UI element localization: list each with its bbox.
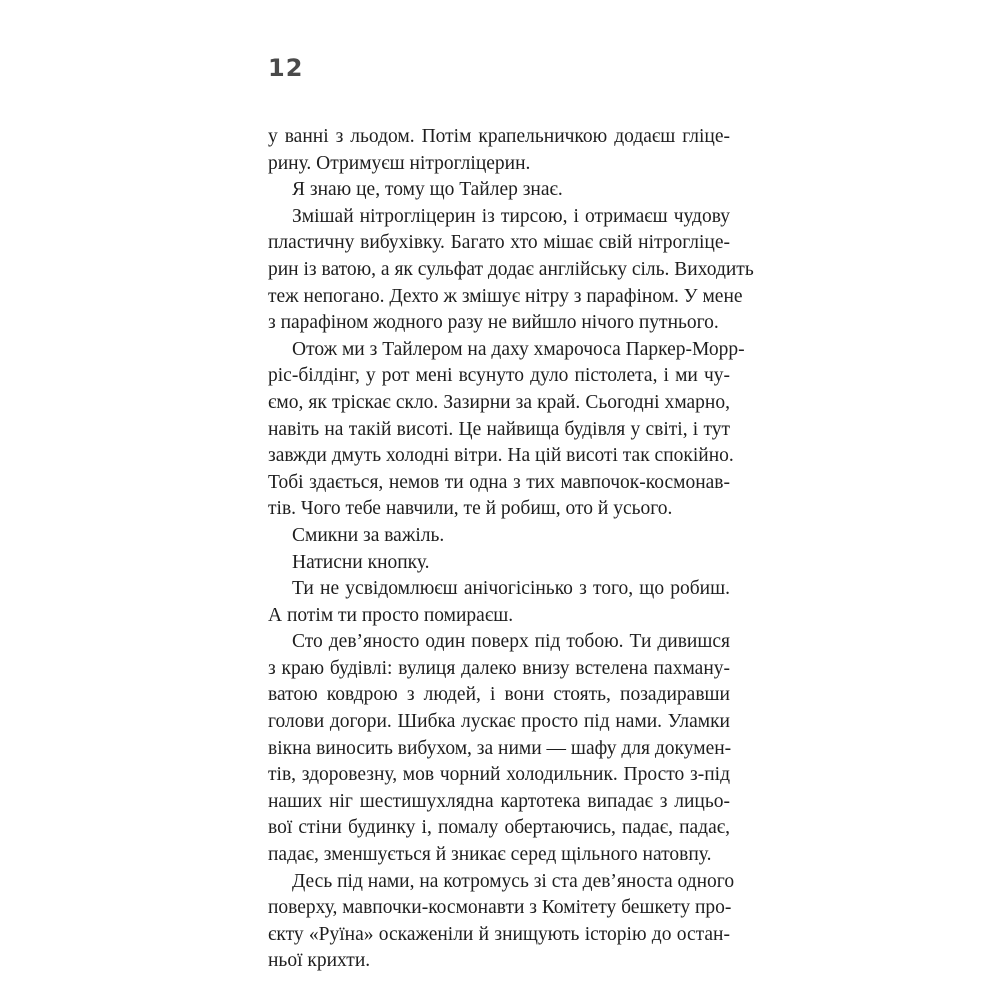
text-line: навіть на такій висоті. Це найвища будівля у світі, і тут xyxy=(268,418,730,440)
text-line: голови догори. Шибка лускає просто під нами. Уламки xyxy=(268,711,730,733)
text-line: з парафіном жодного разу не вийшло нічого путнього. xyxy=(268,312,719,334)
text-line: Тобі здається, немов ти одна з тих мавпочок-космонав- xyxy=(268,471,730,493)
text-line: ріс-білдінг, у рот мені всунуто дуло пістолета, і ми чу- xyxy=(268,365,730,387)
text-line: ємо, як тріскає скло. Зазирни за край. Сьогодні хмарно, xyxy=(268,391,730,413)
text-line: Десь під нами, на котромусь зі ста дев’яноста одного xyxy=(292,870,735,892)
text-line: завжди дмуть холодні вітри. На цій висоті так спокійно. xyxy=(268,445,734,467)
text-line: тів. Чого тебе навчили, те й робиш, ото й усього. xyxy=(268,498,673,520)
text-line: вікна виносить вибухом, за ними — шафу для докумен- xyxy=(268,737,732,759)
text-line: теж непогано. Дехто ж змішує нітру з парафіном. У мене xyxy=(268,285,743,307)
text-line: Смикни за важіль. xyxy=(292,524,445,546)
text-block xyxy=(268,124,754,975)
text-line: падає, зменшується й зникає серед щільного натовпу. xyxy=(268,844,712,866)
text-line: Ти не усвідомлюєш анічогісінько з того, що робиш. xyxy=(292,578,730,600)
text-line: ватою ковдрою з людей, і вони стоять, позадиравши xyxy=(268,684,730,706)
text-line: тів, здоровезну, мов чорний холодильник. Просто з-під xyxy=(268,764,730,786)
text-line: рину. Отримуєш нітрогліцерин. xyxy=(268,152,531,174)
text-line: у ванні з льодом. Потім крапельничкою додаєш гліце- xyxy=(268,126,730,147)
text-line: Отож ми з Тайлером на даху хмарочоса Паркер-Морр- xyxy=(292,338,745,360)
text-line: поверху, мавпочки-космонавти з Комітету бешкету про- xyxy=(268,897,732,919)
text-line: ньої крихти. xyxy=(268,950,371,972)
text-line: єкту «Руїна» оскаженіли й знищують історію до остан- xyxy=(268,923,730,945)
text-line: Сто дев’яносто один поверх під тобою. Ти дивишся xyxy=(292,631,730,653)
text-line: А потім ти просто помираєш. xyxy=(268,604,514,626)
text-line: вої стіни будинку і, помалу обертаючись, падає, падає, xyxy=(268,817,730,839)
page-number: 12 xyxy=(268,54,304,82)
text-line: рин із ватою, а як сульфат додає англійську сіль. Виходить xyxy=(268,258,754,280)
text-line: Змішай нітрогліцерин із тирсою, і отримаєш чудову xyxy=(292,205,730,227)
text-line: з краю будівлі: вулиця далеко внизу встелена пахману- xyxy=(268,657,730,679)
text-line: Натисни кнопку. xyxy=(292,551,430,573)
text-line: наших ніг шестишухлядна картотека випадає з лицьо- xyxy=(268,790,730,812)
text-line: пластичну вибухівку. Багато хто мішає свій нітрогліце- xyxy=(268,232,730,254)
text-line: Я знаю це, тому що Тайлер знає. xyxy=(292,179,563,201)
